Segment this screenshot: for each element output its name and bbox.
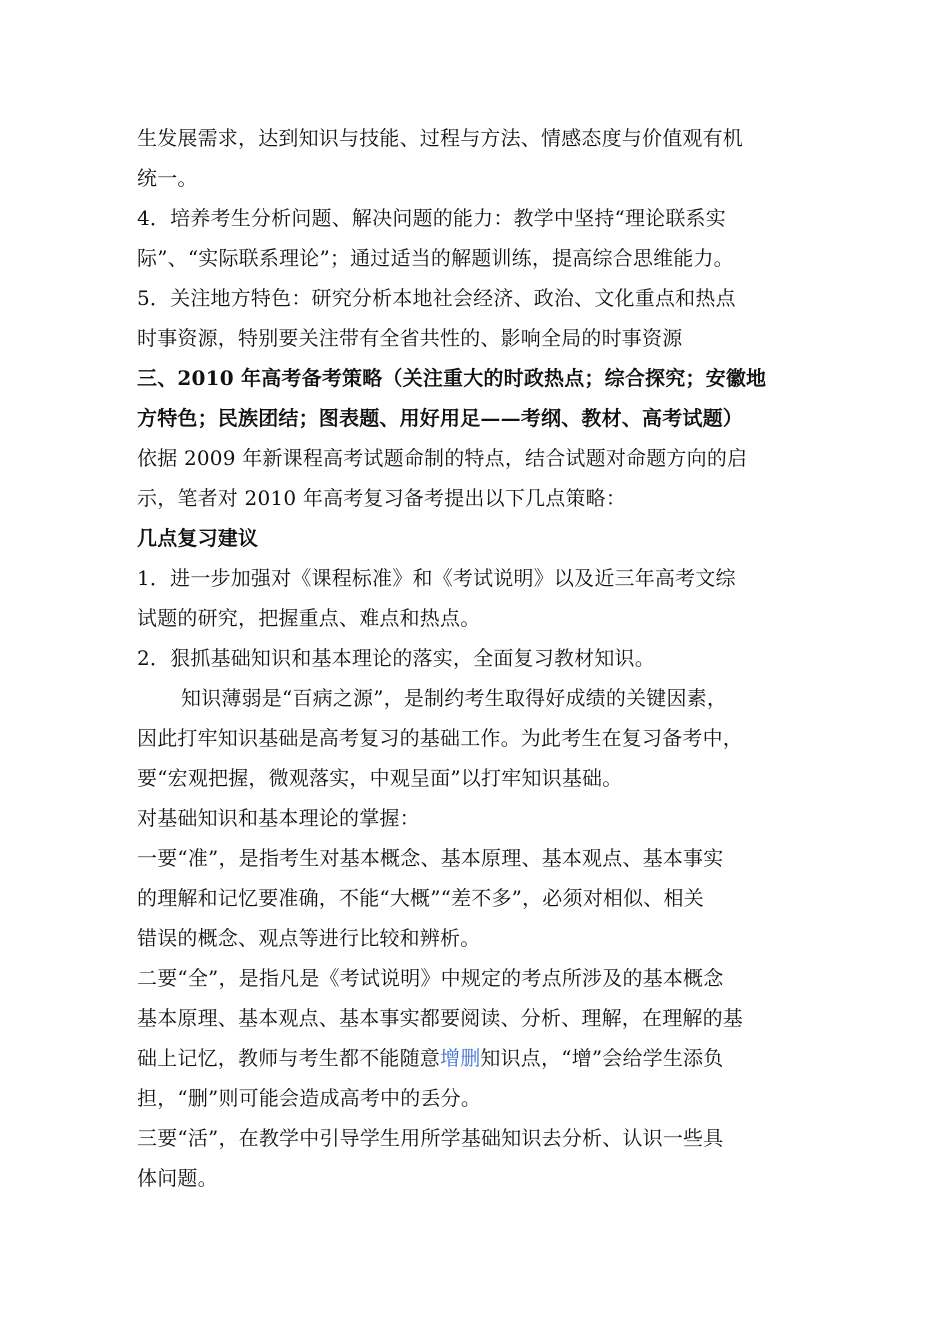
section-heading: 三、2010 年高考备考策略（关注重大的时政热点；综合探究；安徽地 bbox=[137, 366, 767, 390]
paragraph-line: 示，笔者对 2010 年高考复习备考提出以下几点策略： bbox=[137, 486, 627, 510]
paragraph-line: 统一。 bbox=[137, 166, 198, 190]
paragraph-line: 2．狠抓基础知识和基本理论的落实，全面复习教材知识。 bbox=[137, 646, 655, 670]
paragraph-line: 生发展需求，达到知识与技能、过程与方法、情感态度与价值观有机 bbox=[137, 126, 743, 150]
paragraph-line: 时事资源，特别要关注带有全省共性的、影响全局的时事资源 bbox=[137, 326, 683, 350]
paragraph-line: 依据 2009 年新课程高考试题命制的特点，结合试题对命题方向的启 bbox=[137, 446, 748, 470]
section-heading-continued: 方特色；民族团结；图表题、用好用足——考纲、教材、高考试题） bbox=[137, 406, 743, 430]
paragraph-line: 1．进一步加强对《课程标准》和《考试说明》以及近三年高考文综 bbox=[137, 566, 736, 590]
paragraph-line: 际”、“实际联系理论”；通过适当的解题训练，提高综合思维能力。 bbox=[137, 246, 734, 270]
inline-link[interactable]: 增删 bbox=[440, 1046, 481, 1070]
paragraph-line: 5．关注地方特色：研究分析本地社会经济、政治、文化重点和热点 bbox=[137, 286, 736, 310]
paragraph-line: 要“宏观把握，微观落实，中观呈面”以打牢知识基础。 bbox=[137, 766, 623, 790]
paragraph-line-with-link bbox=[137, 1038, 827, 1078]
line-text-after-link: 知识点，“增”会给学生添负 bbox=[480, 1046, 724, 1070]
paragraph-line: 体问题。 bbox=[137, 1166, 218, 1190]
paragraph-line: 因此打牢知识基础是高考复习的基础工作。为此考生在复习备考中， bbox=[137, 726, 743, 750]
paragraph-line: 担，“删”则可能会造成高考中的丢分。 bbox=[137, 1086, 482, 1110]
paragraph-line: 基本原理、基本观点、基本事实都要阅读、分析、理解，在理解的基 bbox=[137, 1006, 743, 1030]
subheading: 几点复习建议 bbox=[137, 526, 259, 550]
paragraph-line: 三要“活”，在教学中引导学生用所学基础知识去分析、认识一些具 bbox=[137, 1126, 724, 1150]
paragraph-line: 4．培养考生分析问题、解决问题的能力：教学中坚持“理论联系实 bbox=[137, 206, 726, 230]
paragraph-line: 试题的研究，把握重点、难点和热点。 bbox=[137, 606, 481, 630]
paragraph-line: 错误的概念、观点等进行比较和辨析。 bbox=[137, 926, 481, 950]
paragraph-line: 对基础知识和基本理论的掌握： bbox=[137, 806, 420, 830]
document-body bbox=[137, 118, 827, 1198]
paragraph-line: 的理解和记忆要准确，不能“大概”“差不多”，必须对相似、相关 bbox=[137, 886, 704, 910]
line-text-before-link: 础上记忆，教师与考生都不能随意 bbox=[137, 1046, 440, 1070]
paragraph-line: 一要“准”，是指考生对基本概念、基本原理、基本观点、基本事实 bbox=[137, 846, 724, 870]
paragraph-line: 二要“全”，是指凡是《考试说明》中规定的考点所涉及的基本概念 bbox=[137, 966, 724, 990]
paragraph-line: 知识薄弱是“百病之源”，是制约考生取得好成绩的关键因素， bbox=[181, 686, 728, 710]
